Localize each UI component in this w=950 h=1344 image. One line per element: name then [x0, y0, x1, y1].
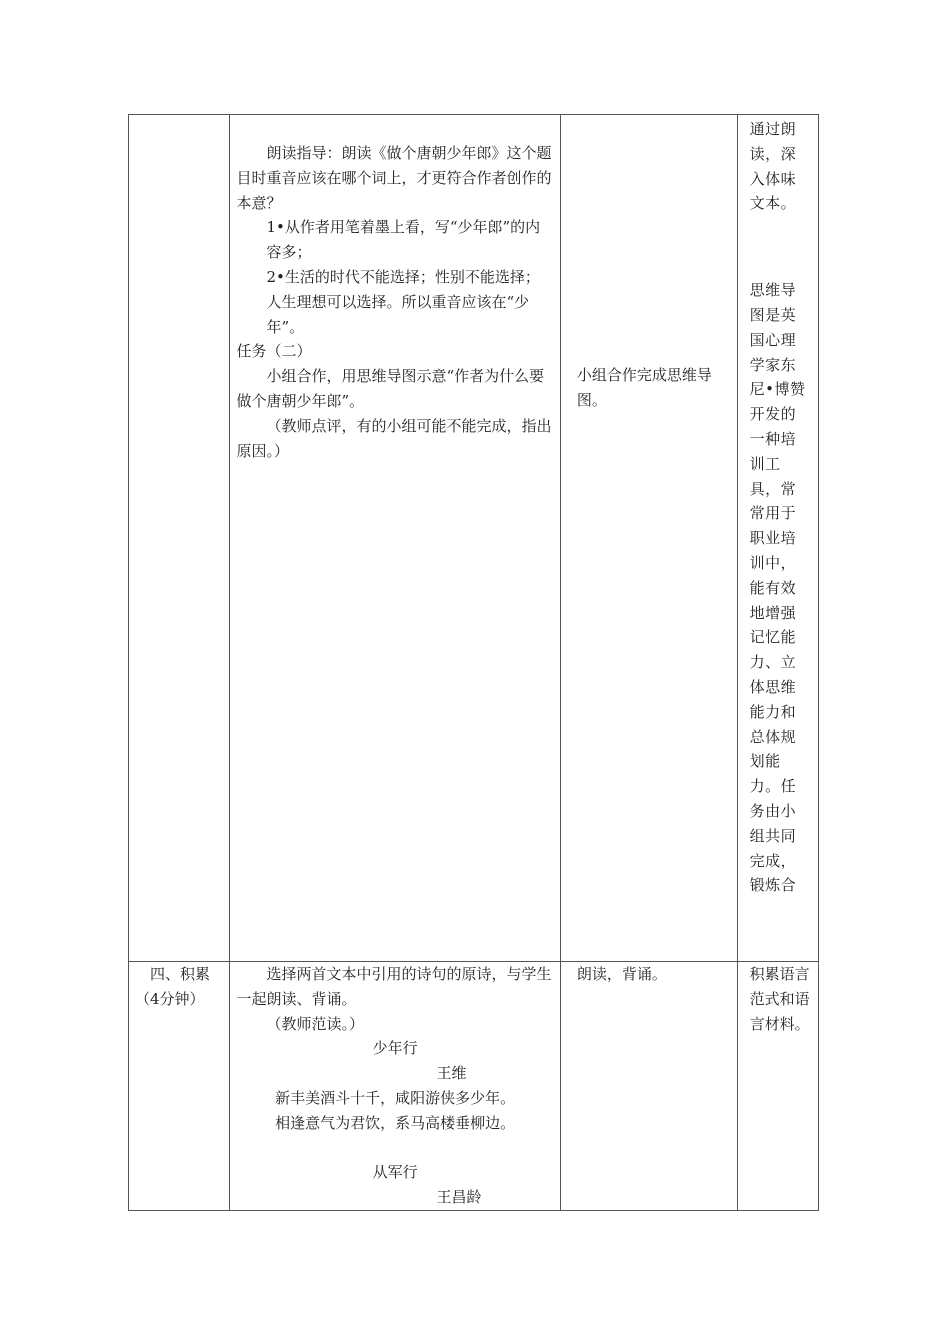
- teacher-activity-cell: [230, 115, 560, 962]
- purpose-text-2: 思维导图是英国心理学家东尼•博赞开发的一种培训工具，常常用于职业培训中，能有效地增强记忆能力、立体思维能力和总体规划能力。任务由小组共同完成，锻炼合: [749, 281, 806, 895]
- poem1-line1: 新丰美酒斗十千，咸阳游侠多少年。: [275, 1088, 516, 1107]
- point-2: 2•生活的时代不能选择；性别不能选择；人生理想可以选择。所以重音应该在“少年”。: [266, 267, 540, 336]
- reading-guide-paragraph: 朗读指导：朗读《做个唐朝少年郎》这个题目时重音应该在哪个词上，才更符合作者创作的本意？: [236, 144, 552, 212]
- poem1-line2: 相逢意气为君饮，系马高楼垂柳边。: [275, 1113, 516, 1132]
- purpose-text: 积累语言范式和语言材料。: [749, 965, 810, 1033]
- task-note: （教师点评，有的小组可能不能完成，指出原因。）: [236, 416, 552, 460]
- stage-text: 四、积累（4分钟）: [135, 965, 211, 1008]
- poem2-title: 从军行: [372, 1163, 418, 1182]
- student-activity-text: 小组合作完成思维导图。: [576, 366, 712, 409]
- student-activity-cell: [560, 962, 737, 1211]
- purpose-text-1: 通过朗读，深入体味文本。: [749, 120, 797, 213]
- table-row: [129, 962, 819, 1211]
- student-activity-cell: [560, 115, 737, 962]
- poem1-title: 少年行: [372, 1039, 418, 1058]
- purpose-cell: [737, 962, 818, 1211]
- table-row: [129, 115, 819, 962]
- teacher-note: （教师范读。）: [266, 1014, 364, 1033]
- stage-cell: [129, 962, 230, 1211]
- teacher-activity-cell: [230, 962, 560, 1211]
- purpose-cell: [737, 115, 818, 962]
- student-activity-text: 朗读，背诵。: [576, 965, 667, 983]
- stage-cell: [129, 115, 230, 962]
- poem1-author: 王维: [436, 1064, 467, 1083]
- poem2-author: 王昌龄: [436, 1188, 482, 1207]
- point-1: 1•从作者用笔着墨上看，写“少年郎”的内容多；: [266, 218, 541, 262]
- task-text: 小组合作，用思维导图示意“作者为什么要做个唐朝少年郎”。: [236, 367, 545, 410]
- lesson-plan-table: [128, 114, 819, 1211]
- task-heading: 任务（二）: [236, 342, 312, 361]
- accumulation-intro: 选择两首文本中引用的诗句的原诗，与学生一起朗读、背诵。: [236, 965, 552, 1008]
